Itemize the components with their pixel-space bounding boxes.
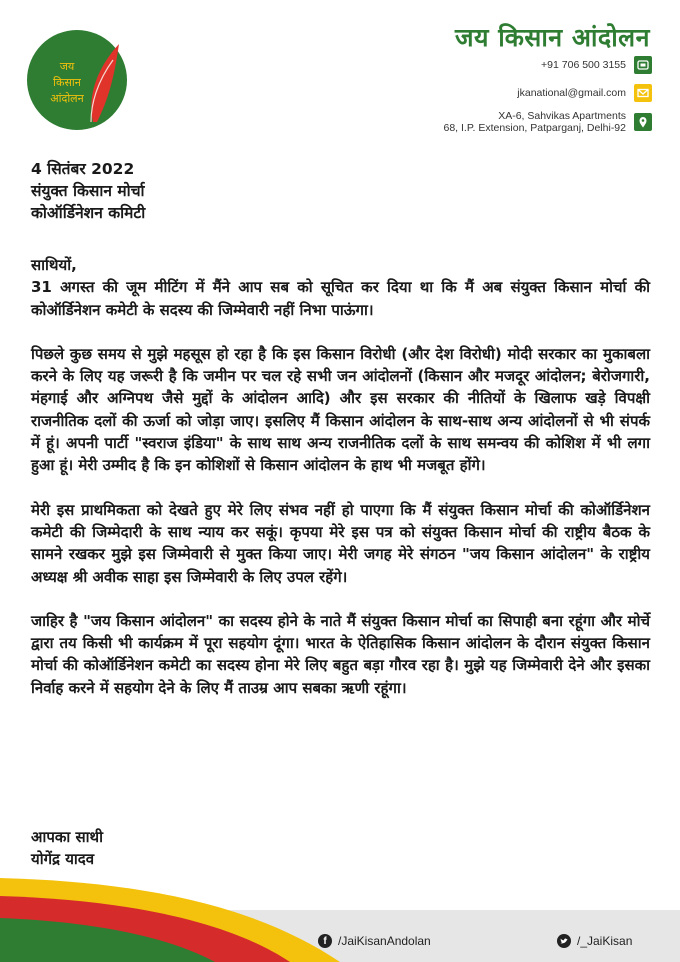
address-line1: XA-6, Sahvikas Apartments <box>498 110 626 122</box>
footer-stripes <box>0 878 680 962</box>
mail-icon <box>634 84 652 102</box>
contact-phone <box>541 56 652 74</box>
logo-text-line1: जय <box>59 60 75 73</box>
letter-body <box>31 254 650 721</box>
footer-band <box>0 878 680 962</box>
contact-email <box>517 84 652 102</box>
facebook-link[interactable] <box>318 934 431 948</box>
logo-text-line2: किसान <box>53 76 81 89</box>
address-line2: 68, I.P. Extension, Patparganj, Delhi-92 <box>443 122 626 134</box>
closing: आपका साथी <box>31 828 103 846</box>
logo-graphic <box>27 30 127 130</box>
phone-number[interactable]: +91 706 500 3155 <box>541 59 626 71</box>
address <box>443 110 626 134</box>
facebook-icon: f <box>318 934 332 948</box>
phone-icon <box>634 56 652 74</box>
signoff <box>31 826 103 870</box>
signatory-name: योगेंद्र यादव <box>31 850 95 868</box>
letter-heading <box>31 158 145 224</box>
location-icon <box>634 113 652 131</box>
logo-text-line3: आंदोलन <box>50 92 84 105</box>
twitter-icon <box>557 934 571 948</box>
paragraph-4: जाहिर है "जय किसान आंदोलन" का सदस्य होने के नाते मैं संयुक्त किसान मोर्चा का सिपाही बना रहूंगा और मोर्चे द्वारा तय किसी भी कार्यक्रम में पूरा सहयोग दूंगा। भारत के ऐतिहासिक किसान आंदोलन के दौरान संयुक्त किसान मोर्चा की कोऑर्डिनेशन कमेटी का सदस्य होना मेरे लिए बहुत बड़ा गौरव रहा है। मुझे यह जिम्मेवारी देने और इसका निर्वाह करने में सहयोग देने के लिए मैं ताउम्र आप सबका ऋणी रहूंगा। <box>31 611 650 697</box>
twitter-handle: /_JaiKisan <box>577 934 633 948</box>
facebook-handle: /JaiKisanAndolan <box>338 934 431 948</box>
paragraph-2: पिछले कुछ समय से मुझे महसूस हो रहा है कि इस किसान विरोधी (और देश विरोधी) मोदी सरकार का मुकाबला करने के लिए यह जरूरी है कि जमीन पर चल रहे सभी जन आंदोलनों (किसान और मजदूर आंदोलन; बेरोजगारी, मंहगाई और अग्निपथ जैसे मुद्दों के आंदोलन आदि) और इस सरकार की नीतियों के खिलाफ खड़े विपक्षी राजनीतिक दलों की ऊर्जा को जोड़ा जाए। इसलिए मैं किसान आंदोलन के साथ-साथ अन्य आंदोलनों से भी संपर्क में हूं। अपनी पार्टी "स्वराज इंडिया" के साथ साथ अन्य राजनीतिक दलों के साथ समन्वय की कोशिश में भी लगा हुआ हूं। मेरी उम्मीद है कि इन कोशिशों से किसान आंदोलन के हाथ भी मजबूत होंगे। <box>31 344 650 475</box>
email-address[interactable]: jkanational@gmail.com <box>517 87 626 99</box>
paragraph-3: मेरी इस प्राथमिकता को देखते हुए मेरे लिए संभव नहीं हो पाएगा कि मैं संयुक्त किसान मोर्चा की कोऑर्डिनेशन कमेटी की जिम्मेदारी के साथ न्याय कर सकूं। कृपया मेरे इस पत्र को संयुक्त किसान मोर्चा की राष्ट्रीय बैठक के सामने रखकर मुझे इस जिम्मेवारी से मुक्त किया जाए। मेरी जगह मेरे संगठन "जय किसान आंदोलन" के राष्ट्रीय अध्यक्ष श्री अवीक साहा इस जिम्मेवारी के लिए उपल रहेंगे। <box>31 500 650 586</box>
organization-logo <box>27 30 127 130</box>
contact-address <box>443 110 652 134</box>
recipient-line2: कोऑर्डिनेशन कमिटी <box>31 204 146 222</box>
recipient-line1: संयुक्त किसान मोर्चा <box>31 182 145 200</box>
twitter-link[interactable] <box>557 934 632 948</box>
paragraph-1: 31 अगस्त की जूम मीटिंग में मैंने आप सब को सूचित कर दिया था कि मैं अब संयुक्त किसान मोर्चा की कोऑर्डिनेशन कमेटी के सदस्य की जिम्मेवारी नहीं निभा पाऊंगा। <box>31 278 650 319</box>
letter-date: 4 सितंबर 2022 <box>31 160 135 178</box>
organization-title: जय किसान आंदोलन <box>454 23 650 52</box>
salutation: साथियों, <box>31 256 77 274</box>
